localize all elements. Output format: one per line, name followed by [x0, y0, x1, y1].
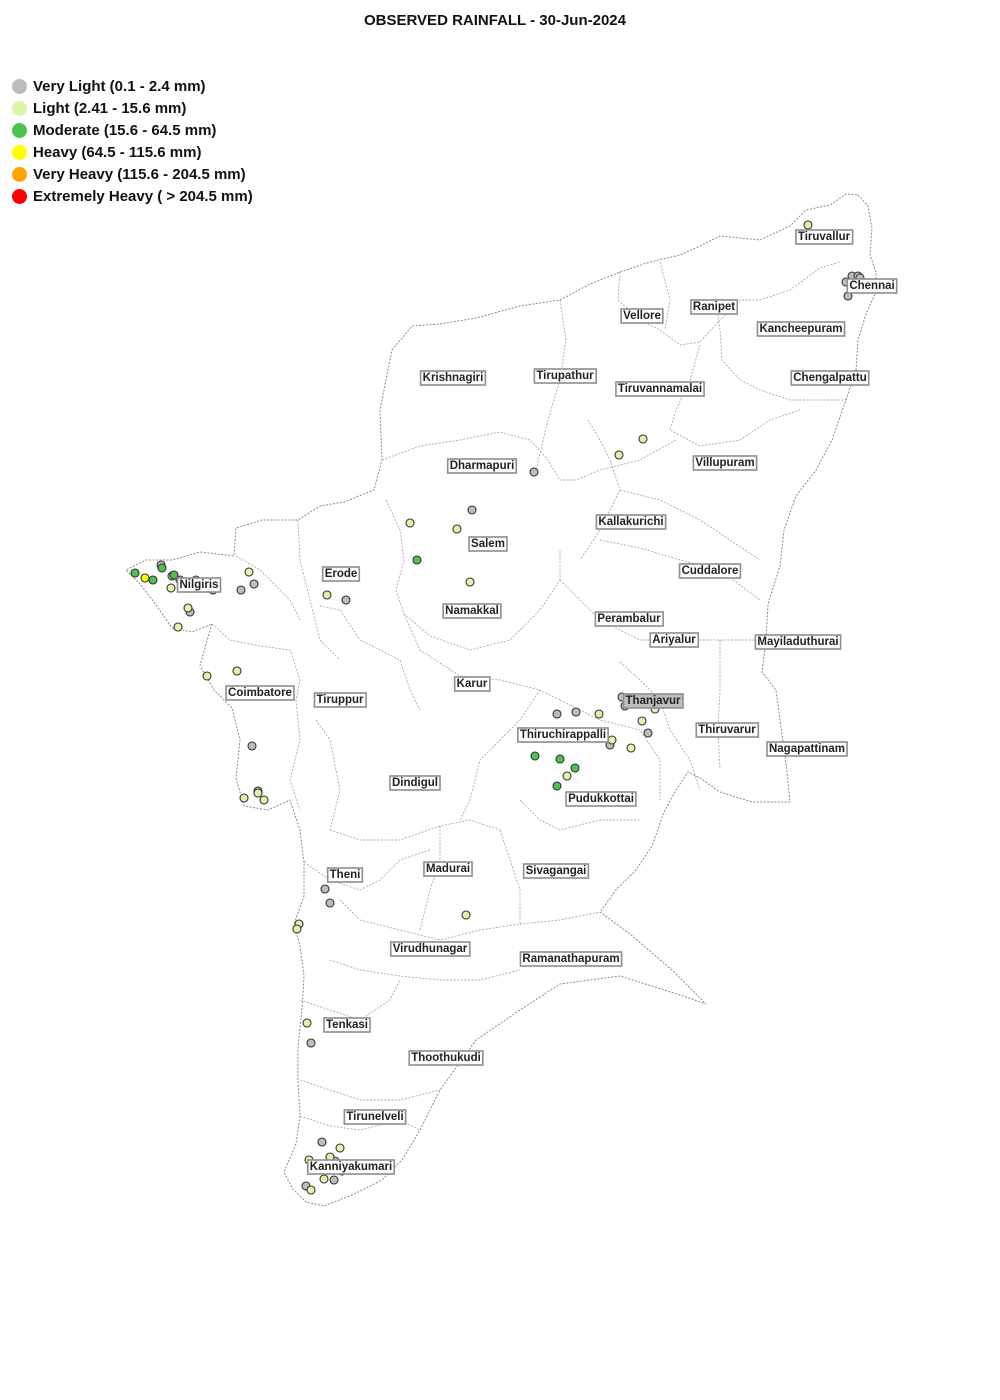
- district-name: Nagapattinam: [768, 743, 846, 755]
- district-label: [596, 515, 665, 529]
- district-name: Villupuram: [695, 457, 755, 469]
- district-border: [580, 420, 620, 560]
- district-name: Kancheepuram: [759, 323, 843, 335]
- district-border: [718, 640, 720, 770]
- district-name: Tenkasi: [326, 1019, 368, 1031]
- station-marker-light: [167, 584, 175, 592]
- district-label: [755, 635, 840, 649]
- district-name: Tiruppur: [316, 694, 364, 706]
- district-name: Sivagangai: [525, 865, 587, 877]
- district-label: [324, 1018, 370, 1032]
- station-marker-moderate: [131, 569, 139, 577]
- station-marker-heavy: [141, 574, 149, 582]
- district-name: Perambalur: [597, 613, 661, 625]
- district-name: Namakkal: [445, 605, 499, 617]
- district-name: Cuddalore: [681, 565, 739, 577]
- station-marker-very-light: [250, 580, 258, 588]
- district-label: [693, 456, 756, 470]
- district-name: Thiruvarur: [698, 724, 756, 736]
- district-name: Ariyalur: [652, 634, 696, 646]
- station-marker-very-light: [644, 729, 652, 737]
- legend-label: Extremely Heavy ( > 204.5 mm): [33, 187, 253, 205]
- district-label: [421, 371, 486, 385]
- district-name: Erode: [324, 568, 358, 580]
- station-marker-light: [453, 525, 461, 533]
- station-marker-light: [260, 796, 268, 804]
- district-name: Madurai: [425, 863, 471, 875]
- district-label: [323, 567, 360, 581]
- station-marker-very-light: [468, 506, 476, 514]
- district-name: Salem: [471, 538, 505, 550]
- district-name: Thoothukudi: [411, 1052, 481, 1064]
- district-label: [469, 537, 507, 551]
- district-name: Tirunelveli: [346, 1111, 404, 1123]
- district-label: [524, 864, 589, 878]
- station-marker-very-light: [318, 1138, 326, 1146]
- station-marker-light: [240, 794, 248, 802]
- station-marker-light: [462, 911, 470, 919]
- district-label: [691, 300, 737, 314]
- district-border: [500, 830, 520, 924]
- station-marker-light: [293, 925, 301, 933]
- station-marker-light: [184, 604, 192, 612]
- district-border: [536, 300, 566, 470]
- station-marker-very-light: [248, 742, 256, 750]
- station-marker-light: [233, 667, 241, 675]
- district-border: [236, 556, 300, 620]
- district-label: [308, 1160, 394, 1174]
- legend-label: Very Heavy (115.6 - 204.5 mm): [33, 165, 246, 183]
- district-border: [620, 662, 700, 790]
- station-marker-light: [254, 789, 262, 797]
- legend-swatch-very-heavy: [12, 167, 27, 182]
- station-marker-moderate: [556, 755, 564, 763]
- rainfall-legend: [12, 75, 253, 207]
- legend-swatch-moderate: [12, 123, 27, 138]
- district-label: [314, 693, 366, 707]
- district-name: Coimbatore: [228, 687, 292, 699]
- legend-item-very-light: [12, 75, 253, 97]
- district-name: Pudukkottai: [568, 793, 634, 805]
- station-marker-light: [608, 736, 616, 744]
- district-label: [424, 862, 472, 876]
- district-label: [696, 723, 758, 737]
- station-marker-very-light: [307, 1039, 315, 1047]
- district-label: [390, 776, 440, 790]
- district-name: Mayiladuthurai: [757, 636, 839, 648]
- rainfall-station-markers: [131, 221, 867, 1194]
- district-border: [460, 690, 540, 820]
- district-label: [534, 369, 596, 383]
- station-marker-light: [245, 568, 253, 576]
- district-border: [316, 720, 340, 830]
- district-borders: [212, 262, 846, 1130]
- legend-label: Very Light (0.1 - 2.4 mm): [33, 77, 206, 95]
- district-name: Virudhunagar: [392, 943, 468, 955]
- district-border: [300, 980, 400, 1020]
- district-label: [791, 371, 868, 385]
- district-border: [330, 820, 500, 840]
- district-label: [226, 686, 294, 700]
- legend-swatch-heavy: [12, 145, 27, 160]
- station-marker-moderate: [553, 782, 561, 790]
- station-marker-very-light: [326, 899, 334, 907]
- district-name: Ramanathapuram: [522, 953, 620, 965]
- district-label: [650, 633, 698, 647]
- district-name: Vellore: [623, 310, 661, 322]
- district-label: [409, 1051, 483, 1065]
- station-marker-light: [563, 772, 571, 780]
- district-name: Tiruvannamalai: [617, 383, 703, 395]
- station-marker-light: [595, 710, 603, 718]
- legend-swatch-extremely-heavy: [12, 189, 27, 204]
- legend-swatch-light: [12, 101, 27, 116]
- station-marker-light: [627, 744, 635, 752]
- legend-item-moderate: [12, 119, 253, 141]
- station-marker-light: [336, 1144, 344, 1152]
- station-marker-light: [174, 623, 182, 631]
- district-border: [560, 580, 760, 640]
- district-label: [616, 382, 704, 396]
- station-marker-very-light: [530, 468, 538, 476]
- district-label: [178, 578, 221, 592]
- district-border: [330, 960, 520, 980]
- station-marker-moderate: [158, 564, 166, 572]
- district-label: [443, 604, 501, 618]
- district-label: [391, 942, 470, 956]
- district-border: [290, 700, 300, 810]
- station-marker-moderate: [531, 752, 539, 760]
- station-marker-light: [323, 591, 331, 599]
- district-name: Tirupathur: [536, 370, 594, 382]
- station-marker-very-light: [572, 708, 580, 716]
- district-label: [624, 694, 683, 708]
- legend-swatch-very-light: [12, 79, 27, 94]
- station-marker-very-light: [553, 710, 561, 718]
- district-name: Chennai: [849, 280, 895, 292]
- district-name: Theni: [329, 869, 361, 881]
- district-border: [304, 850, 430, 890]
- district-label: [344, 1110, 405, 1124]
- district-label: [518, 728, 608, 742]
- legend-label: Light (2.41 - 15.6 mm): [33, 99, 187, 117]
- station-marker-light: [303, 1019, 311, 1027]
- legend-item-light: [12, 97, 253, 119]
- station-marker-moderate: [413, 556, 421, 564]
- station-marker-light: [615, 451, 623, 459]
- district-name: Thanjavur: [625, 695, 681, 707]
- station-marker-light: [804, 221, 812, 229]
- district-border: [300, 1080, 440, 1100]
- district-label: [448, 459, 517, 473]
- district-name: Tiruvallur: [797, 231, 851, 243]
- district-name: Dharmapuri: [449, 460, 515, 472]
- station-marker-light: [203, 672, 211, 680]
- district-label: [328, 868, 363, 882]
- station-marker-light: [406, 519, 414, 527]
- station-marker-moderate: [571, 764, 579, 772]
- district-border: [382, 432, 676, 480]
- district-label: [796, 230, 853, 244]
- legend-label: Heavy (64.5 - 115.6 mm): [33, 143, 202, 161]
- station-marker-light: [638, 717, 646, 725]
- district-border: [298, 520, 340, 660]
- district-label: [757, 322, 844, 336]
- district-label: [566, 792, 636, 806]
- district-name: Nilgiris: [179, 579, 219, 591]
- district-name: Karur: [456, 678, 488, 690]
- legend-item-heavy: [12, 141, 253, 163]
- station-marker-very-light: [342, 596, 350, 604]
- district-label: [621, 309, 663, 323]
- station-marker-very-light: [237, 586, 245, 594]
- map-title: OBSERVED RAINFALL - 30-Jun-2024: [363, 12, 626, 29]
- district-name: Chengalpattu: [793, 372, 867, 384]
- district-label: [847, 279, 896, 293]
- district-name: Kallakurichi: [598, 516, 664, 528]
- station-marker-moderate: [149, 576, 157, 584]
- district-name: Dindigul: [392, 777, 438, 789]
- district-label: [520, 952, 621, 966]
- legend-label: Moderate (15.6 - 64.5 mm): [33, 121, 217, 139]
- station-marker-very-light: [330, 1176, 338, 1184]
- station-marker-light: [639, 435, 647, 443]
- station-marker-light: [320, 1175, 328, 1183]
- station-marker-very-light: [321, 885, 329, 893]
- district-label: [680, 564, 741, 578]
- district-border: [340, 900, 600, 940]
- district-name: Krishnagiri: [422, 372, 484, 384]
- district-label: [767, 742, 847, 756]
- district-name: Kanniyakumari: [309, 1161, 393, 1173]
- district-labels: [178, 230, 897, 1174]
- station-marker-light: [466, 578, 474, 586]
- legend-item-extremely-heavy: [12, 185, 253, 207]
- district-name: Ranipet: [692, 301, 736, 313]
- district-border: [420, 826, 440, 930]
- district-name: Thiruchirappalli: [519, 729, 607, 741]
- station-marker-light: [307, 1186, 315, 1194]
- district-label: [455, 677, 490, 691]
- district-label: [595, 612, 663, 626]
- legend-item-very-heavy: [12, 163, 253, 185]
